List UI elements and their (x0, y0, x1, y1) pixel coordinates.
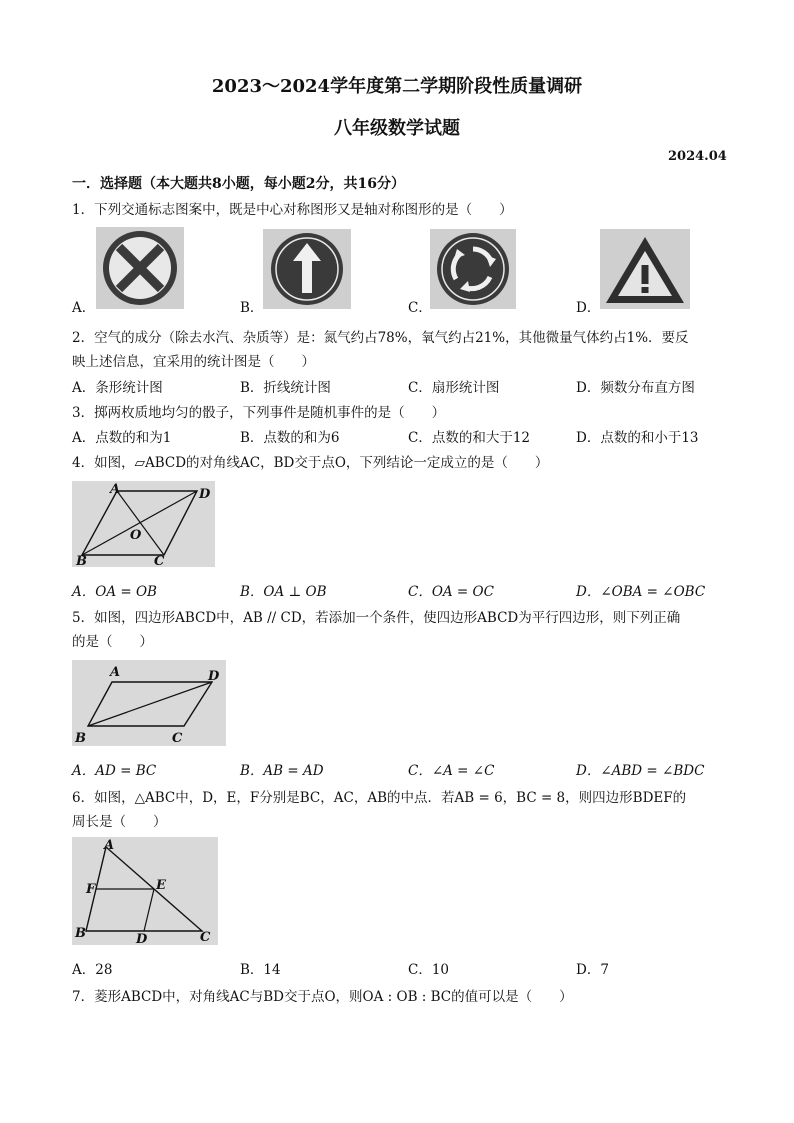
question-5-stem-line1: 5．如图，四边形ABCD中，AB // CD，若添加一个条件，使四边形ABCD为平行四边形，则下列正确 (72, 610, 681, 626)
q2-option-d: D．频数分布直方图 (576, 380, 695, 396)
question-6-stem-line2: 周长是（ ） (72, 814, 167, 830)
q5-option-c: C．∠A = ∠C (408, 763, 495, 779)
question-4-stem: 4．如图，▱ABCD的对角线AC，BD交于点O，下列结论一定成立的是（ ） (72, 455, 549, 471)
question-6-stem-line1: 6．如图，△ABC中，D，E，F分别是BC，AC，AB的中点．若AB = 6，BC = 8，则四边形BDEF的 (72, 790, 687, 806)
x-cross-sign-icon (96, 227, 184, 309)
q3-option-a: A．点数的和为1 (72, 430, 172, 446)
q6-label-b: B (75, 926, 86, 941)
q6-option-d: D．7 (576, 962, 609, 978)
question-3-stem: 3．掷两枚质地均匀的骰子，下列事件是随机事件的是（ ） (72, 405, 446, 421)
q2-option-b: B．折线统计图 (240, 380, 331, 396)
roundabout-sign-image (430, 229, 516, 309)
q4-label-c: C (154, 554, 165, 567)
section-heading: 一．选择题（本大题共8小题，每小题2分，共16分） (72, 176, 405, 192)
q6-option-b: B．14 (240, 962, 281, 978)
q6-option-c: C．10 (408, 962, 450, 978)
q6-label-f: F (86, 882, 96, 897)
q1-option-d: D． (576, 300, 601, 316)
q4-option-d: D．∠OBA = ∠OBC (576, 584, 706, 600)
exam-date: 2024.04 (668, 149, 727, 164)
warning-triangle-icon (600, 229, 690, 309)
q4-option-b: B．OA ⊥ OB (240, 584, 327, 600)
q4-label-b: B (76, 554, 87, 567)
q2-option-c: C．扇形统计图 (408, 380, 500, 396)
q5-label-d: D (208, 669, 220, 684)
q1-option-c: C． (408, 300, 432, 316)
q6-triangle-figure (72, 837, 218, 945)
q4-parallelogram-figure (72, 481, 215, 567)
up-arrow-sign-icon (263, 229, 351, 309)
q6-label-c: C (200, 930, 211, 945)
question-1-stem: 1．下列交通标志图案中，既是中心对称图形又是轴对称图形的是（ ） (72, 202, 513, 218)
question-5-stem-line2: 的是（ ） (72, 634, 153, 650)
q4-label-d: D (199, 487, 211, 502)
q6-label-d: D (136, 932, 148, 945)
exam-subtitle: 八年级数学试题 (334, 118, 460, 139)
q6-label-a: A (104, 838, 115, 853)
q3-option-d: D．点数的和小于13 (576, 430, 699, 446)
q5-label-a: A (110, 665, 121, 680)
question-2-stem-line1: 2．空气的成分（除去水汽、杂质等）是：氮气约占78%，氧气约占21%，其他微量气体约占1%．要反 (72, 330, 689, 346)
q1-option-b: B． (240, 300, 264, 316)
q4-label-o: O (130, 528, 142, 543)
question-7-stem: 7．菱形ABCD中，对角线AC与BD交于点O，则OA : OB : BC的值可以是（ ） (72, 989, 573, 1005)
q5-option-b: B．AB = AD (240, 763, 324, 779)
q4-option-a: A．OA = OB (72, 584, 157, 600)
q5-label-b: B (75, 731, 86, 746)
q6-label-e: E (156, 878, 166, 893)
up-arrow-sign-image (263, 229, 351, 309)
q6-option-a: A．28 (72, 962, 113, 978)
exam-title: 2023～2024学年度第二学期阶段性质量调研 (211, 76, 583, 97)
q5-option-d: D．∠ABD = ∠BDC (576, 763, 705, 779)
q3-option-c: C．点数的和大于12 (408, 430, 531, 446)
q1-option-a: A． (72, 300, 96, 316)
q5-option-a: A．AD = BC (72, 763, 157, 779)
x-cross-sign-image (96, 227, 184, 309)
q2-option-a: A．条形统计图 (72, 380, 163, 396)
q4-option-c: C．OA = OC (408, 584, 494, 600)
q5-quadrilateral-figure (72, 660, 226, 746)
q3-option-b: B．点数的和为6 (240, 430, 340, 446)
question-2-stem-line2: 映上述信息，宜采用的统计图是（ ） (72, 354, 315, 370)
warning-sign-image (600, 229, 690, 309)
roundabout-sign-icon (430, 229, 516, 309)
q4-label-a: A (110, 482, 121, 497)
q5-label-c: C (172, 731, 183, 746)
